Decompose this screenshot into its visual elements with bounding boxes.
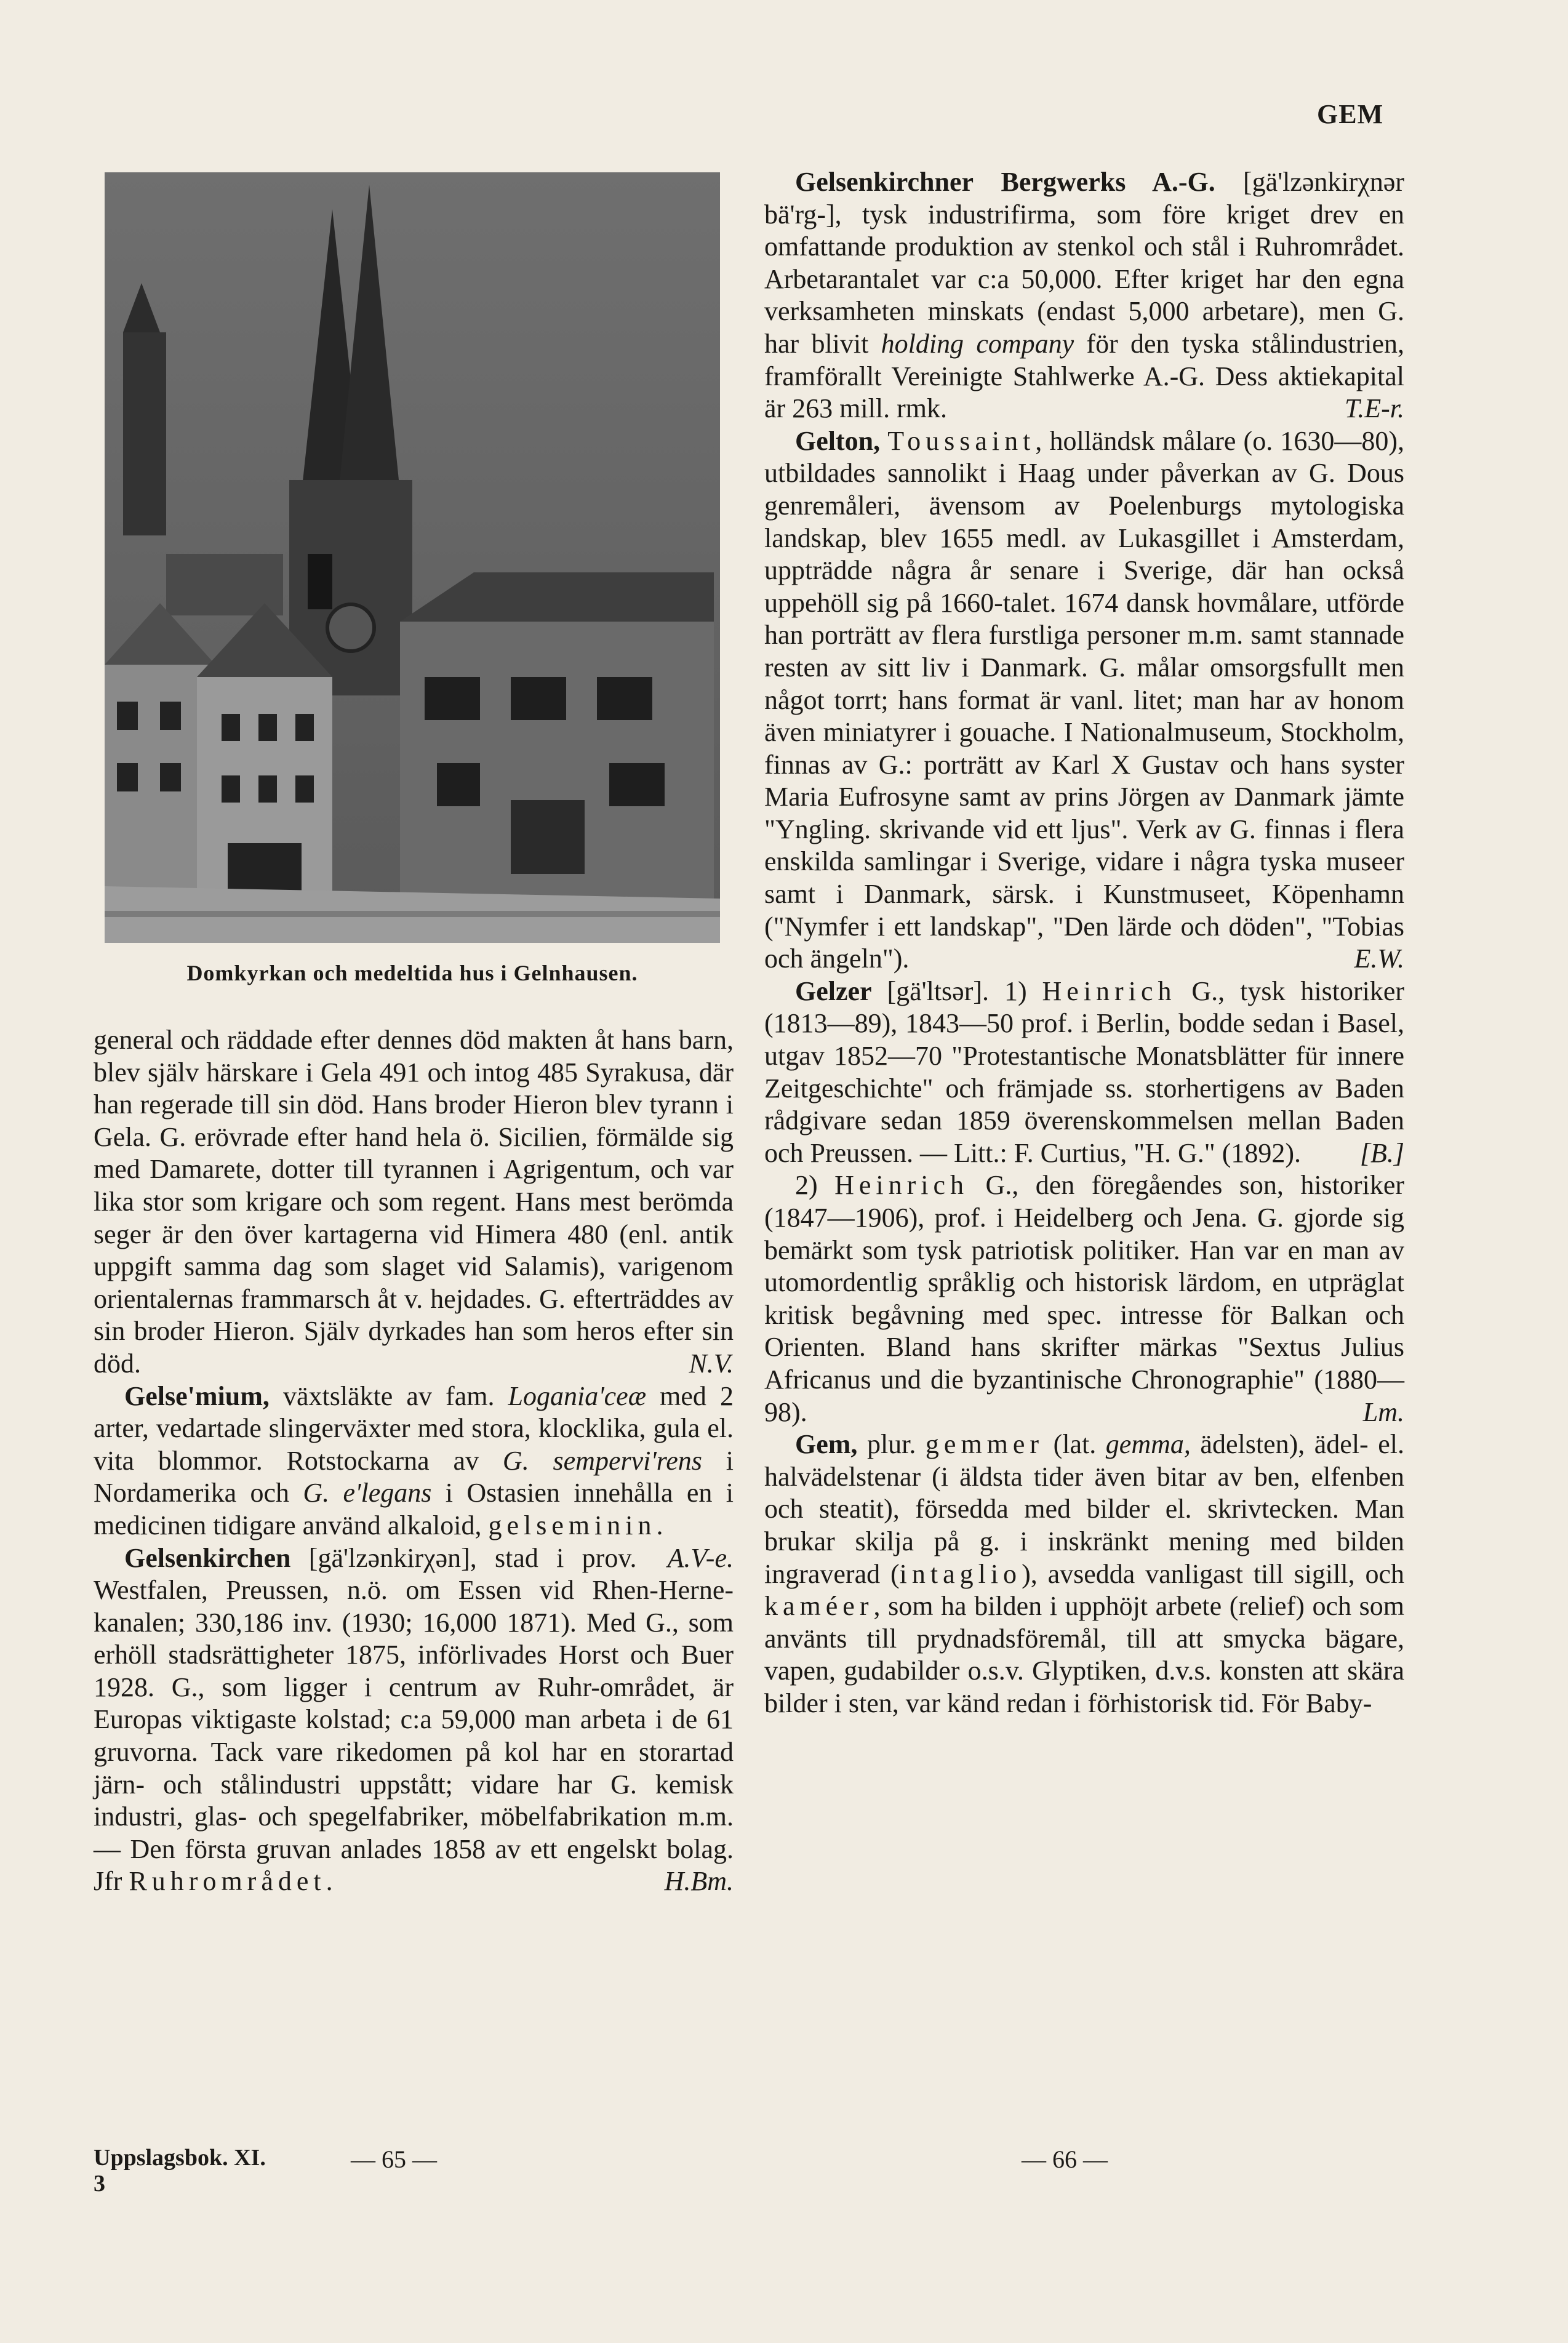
entry-text: plur. (857, 1429, 926, 1460)
entry-text: [gä'lzənkirχən], stad i prov. Westfalen, Preussen, n.ö. om Essen vid Rhen-Herne-kanalen; 330,186 inv. (1930; 16,000 1871). Med G., som erhöll stadsrättigheter 1875, införlivades Horst och Buer 1928. G., som ligger i centrum av Ruhr-området, är Europas viktigaste kolstad; c:a 59,000 man arbeta i de 61 gruvorna. Tack vare rikedomen på kol har en storartad järn- och stålindustri uppstått; vidare har G. kemisk industri, glas- och spegelfabriker, möbelfabrikation m.m. — Den första gruvan anlades 1858 av ett engelskt bolag. Jfr (94, 1542, 734, 1897)
headword: Gelzer (795, 975, 872, 1006)
guide-word: GEM (1317, 99, 1384, 129)
entry-text: (lat. (1044, 1429, 1106, 1460)
headword: Gelsenkirchner Bergwerks A.-G. (795, 167, 1215, 197)
headword: Gelton, (795, 425, 881, 456)
entry-text: [gä'lzənkirχnər bä'rg-], tysk industrifirma, som före kriget drev en omfattande produktion av stenkol och stål i Ruhrområdet. Arbetarantalet var c:a 50,000. Efter kriget har den egna verksamheten minskats (endast 5,000 arbetare), men G. har blivit (764, 167, 1405, 359)
author-signature: A.V-e. (667, 1542, 734, 1573)
author-signature: T.E-r. (1345, 393, 1404, 424)
family-name: Logania'ceæ (508, 1380, 647, 1411)
spaced-term: gemmer (925, 1429, 1044, 1460)
entry-text: växtsläkte av fam. (269, 1380, 508, 1411)
gelon-continuation (94, 1024, 734, 1380)
spaced-name: Heinrich (1042, 975, 1177, 1006)
book-title: Uppslagsbok. XI. (94, 2145, 266, 2171)
spaced-name: Toussaint (887, 425, 1036, 456)
page-number-left: — 65 — (351, 2145, 437, 2173)
spaced-name: Heinrich (834, 1170, 969, 1201)
entry-text: med 2 arter, vedartade slingerväxter med stora, klocklika, gula el. vita blommor. Rotstockarna av (94, 1380, 734, 1476)
signature-mark: 3 (94, 2171, 105, 2197)
cathedral-photo (105, 172, 720, 943)
entry-text: i Ostasien innehålla en i medicinen tidigare använd alkaloid, (94, 1478, 734, 1540)
entry-text: för den tyska stålindustrien, framförallt Vereinigte Stahlwerke A.-G. Dess aktiekapital är 263 mill. rmk. (764, 328, 1404, 424)
entry-gelzer-2 (764, 1169, 1404, 1428)
cathedral-illustration (105, 172, 720, 943)
author-signature: H.Bm. (664, 1866, 734, 1897)
author-signature: Lm. (1362, 1396, 1404, 1427)
entry-text: G., den föregåendes son, historiker (1847—1906), prof. i Heidelberg och Jena. G. gjorde sig bemärkt som tysk patriotisk politiker. Han var en man av utomordentlig språklig och historisk lärdom, en utpräglat kritisk begåvning med spec. intresse för Balkan och Orienten. Bland hans skrifter märkas "Sextus Julius Africanus und die byzantinische Chronographie" (1880—98). (764, 1170, 1404, 1427)
entry-text: ädelsten), ädel- el. halvädelstenar (i äldsta tider även bitar av ben, elfenben och steatit), försedda med bilder el. skrivtecken. Man brukar skilja på g. i inskränkt mening med bilden ingraverad ( (764, 1429, 1404, 1589)
entry-gelton (764, 425, 1404, 975)
entry-text: [gä'ltsər]. 1) (871, 975, 1042, 1006)
entry-gelsenkirchner-bergwerks (764, 166, 1404, 425)
latin-term: gemma, (1105, 1429, 1191, 1460)
headword: Gem, (795, 1429, 858, 1460)
entry-text: 2) (795, 1170, 835, 1201)
right-column (764, 166, 1404, 1720)
italic-term: holding company (881, 328, 1074, 359)
species-name: G. sempervi'rens (502, 1445, 702, 1476)
entry-text: , som ha bilden i upphöjt arbete (relief) och som använts till prydnadsföremål, till att smycka bägare, vapen, gudabilder o.s.v. Glyptiken, d.v.s. konsten att skära bilder i sten, var känd redan i förhistorisk tid. För Baby- (764, 1591, 1404, 1718)
spaced-term: gelseminin. (488, 1510, 668, 1540)
spaced-term: kaméer (764, 1591, 874, 1622)
footer-book-info (94, 2145, 266, 2197)
gelon-text: general och räddade efter dennes död makten åt hans barn, blev själv härskare i Gela 491 och intog 485 Syrakusa, där han regerade till sin död. Hans broder Hieron blev tyrann i Gela. G. erövrade efter hand hela ö. Sicilien, förmälde sig med Damarete, dotter till tyrannen i Agrigentum, och var lika stor som krigare och som regent. Hans mest berömda seger är den över kartagerna vid Himera 480 (enl. antik uppgift samma dag som slaget vid Salamis), varigenom orientalernas frammarsch åt v. hejdades. G. efterträddes av sin broder Hieron. Själv dyrkades han som heros efter sin död. (94, 1025, 734, 1379)
entry-gelsenkirchen (94, 1542, 734, 1899)
entry-gem (764, 1428, 1404, 1720)
left-column (94, 1024, 734, 1898)
page-number-right: — 66 — (1022, 2145, 1108, 2173)
entry-text: i Nordamerika och (94, 1445, 734, 1508)
author-signature: [B.] (1359, 1137, 1404, 1168)
entry-text: , holländsk målare (o. 1630—80), utbildades sannolikt i Haag under påverkan av G. Dous genremåleri, ävensom av Poelenburgs mytologiska landskap, blev 1655 medl. av Lukasgillet i Amsterdam, uppträdde några år senare i Sverige, där han också uppehöll sig på 1660-talet. 1674 dansk hovmålare, utförde han porträtt av flera furstliga personer m.m. samt stannade resten av sitt liv i Danmark. G. målar omsorgsfullt men något torrt; hans format är vanl. litet; man har av honom även miniatyrer i gouache. I Nationalmuseum, Stockholm, finnas av G.: porträtt av Karl X Gustav och hans syster Maria Eufrosyne samt av prins Jörgen av Danmark jämte "Yngling. skrivande vid ett ljus". Verk av G. finnas i flera enskilda samlingar i Sverige, vidare i några tyska museer samt i Danmark, särsk. i Kunstmuseet, Köpenhamn ("Nymfer i ett landskap", "Den lärde och döden", "Tobias och ängeln"). (764, 425, 1404, 974)
entry-text: ), avsedda vanligast till sigill, och (1022, 1558, 1404, 1589)
entry-text: G., tysk historiker (1813—89), 1843—50 prof. i Berlin, bodde sedan i Basel, utgav 1852—70 "Protestantische Monatsblätter für innere Zeitgeschichte" och främjade ss. storhertigens av Baden rådgivare sedan 1859 överenskommelsen mellan Baden och Preussen. — Litt.: F. Curtius, "H. G." (1892). (764, 975, 1404, 1168)
spaced-term: Ruhrområdet. (129, 1866, 338, 1897)
spaced-term: intaglio (899, 1558, 1022, 1589)
figure-caption: Domkyrkan och medeltida hus i Gelnhausen. (186, 961, 638, 985)
entry-gelzer (764, 975, 1404, 1170)
author-signature: N.V. (689, 1348, 734, 1379)
headword: Gelse'mium, (124, 1380, 270, 1411)
headword: Gelsenkirchen (124, 1542, 291, 1573)
author-signature: E.W. (1354, 943, 1404, 974)
species-name: G. e'legans (303, 1478, 432, 1508)
